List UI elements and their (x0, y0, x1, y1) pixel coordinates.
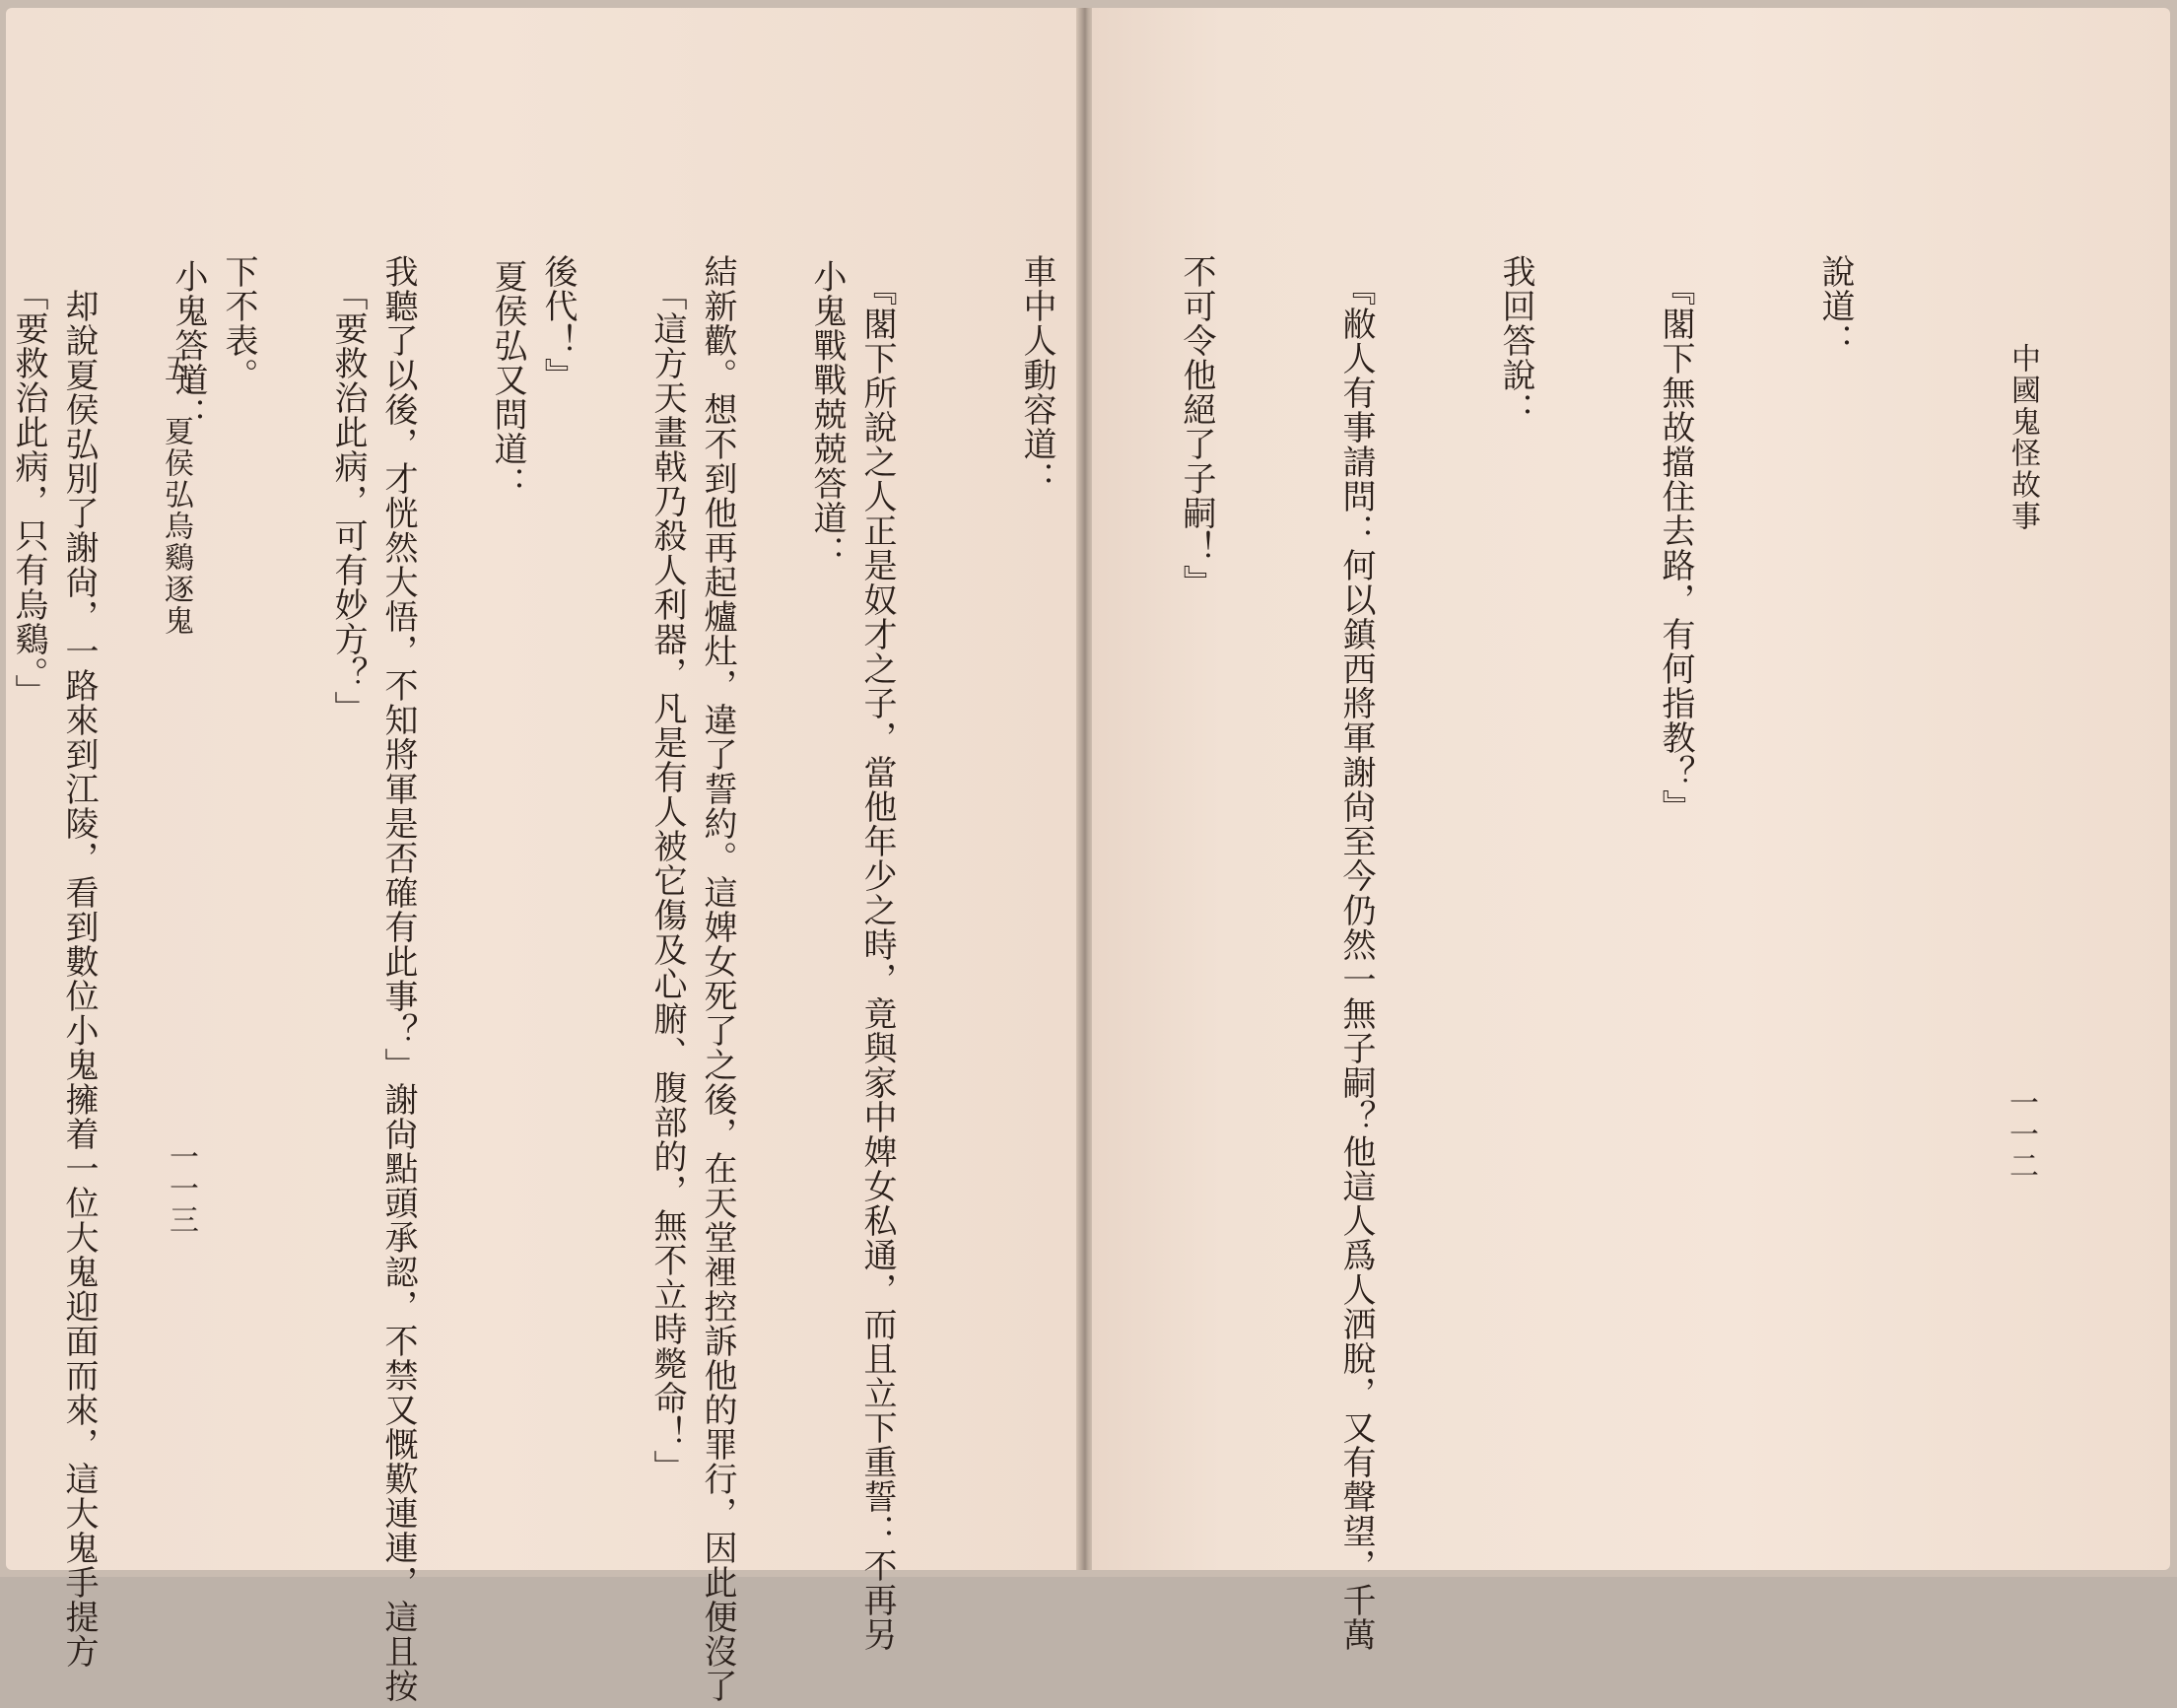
text-column: 夏侯弘又問道： (488, 259, 527, 501)
text-column: 後代！』 (538, 254, 578, 392)
text-column: 小鬼戰戰兢兢答道： (807, 259, 847, 570)
page-number: 一一二 (2004, 1087, 2038, 1182)
text-column: 「要救治此病，只有烏鷄。」 (9, 259, 48, 709)
text-column: 我聽了以後，才恍然大悟，不知將軍是否確有此事？」謝尙點頭承認，不禁又慨歎連連，這且按 (378, 254, 418, 1703)
text-column: 『閣下無故擋住去路，有何指教？』 (1656, 254, 1695, 824)
running-header-title: 中國鬼怪故事 (2006, 343, 2040, 532)
running-footer-title: 五、夏侯弘烏鷄逐鬼 (159, 353, 193, 637)
text-column: 結新歡。想不到他再起爐灶，違了誓約。這婢女死了之後，在天堂裡控訴他的罪行，因此便沒了 (698, 254, 737, 1703)
right-page-body (0, 254, 1968, 1703)
text-column: 『敝人有事請問：何以鎮西將軍謝尙至今仍然一無子嗣？他這人爲人洒脫，又有聲望，千萬 (1336, 254, 1376, 1652)
text-column: 「要救治此病，可有妙方？」 (328, 259, 368, 725)
text-column: 下不表。 (219, 254, 258, 392)
text-column: 車中人動容道： (1017, 254, 1056, 496)
text-column: 「這方天畫戟乃殺人利器，凡是有人被它傷及心腑、腹部的，無不立時斃命！」 (647, 259, 687, 1484)
page-number: 一一三 (164, 1141, 198, 1236)
text-column: 我回答說： (1496, 254, 1535, 427)
text-column: 說道： (1815, 254, 1855, 358)
text-column: 却說夏侯弘別了謝尙，一路來到江陵，看到數位小鬼擁着一位大鬼迎面而來，這大鬼手提方 (59, 254, 99, 1669)
text-column: 小鬼答道： (169, 259, 208, 432)
text-column: 不可令他絕了子嗣！』 (1177, 254, 1216, 599)
text-column: 『閣下所說之人正是奴才之子，當他年少之時，竟與家中婢女私通，而且立下重誓：不再另 (857, 254, 897, 1652)
